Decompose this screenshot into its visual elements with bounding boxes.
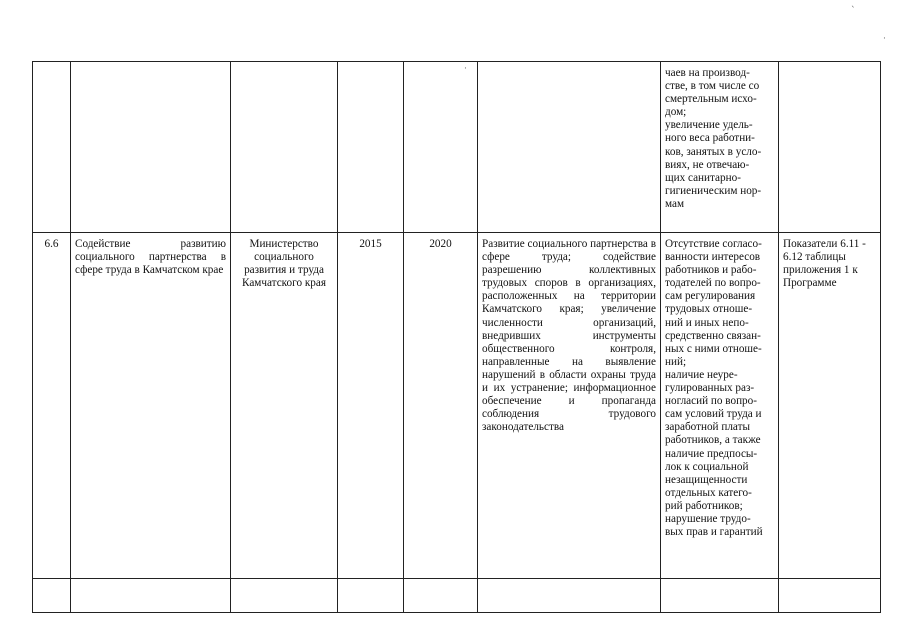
scan-mark: · [883,34,886,44]
text-line: гулированных раз- [665,382,755,395]
text-line: вых прав и гарантий [665,526,763,539]
cell-executor: Министерство социального развития и труда Камчатского края [231,233,338,579]
cell-measure [71,62,231,233]
scan-mark: · [464,64,467,74]
text-line: лок к социальной [665,460,749,473]
cell-measure: Содействие развитию социального партнерства в сфере труда в Камчатском крае [71,233,231,579]
text-line: сам регулирования [665,290,756,303]
text-line: виях, не отвечаю- [665,158,750,171]
text-line: чаев на производ- [665,67,750,79]
cell-indicators [779,62,881,233]
consequences-text [665,67,774,211]
text-line: дом; [665,106,687,119]
text-line: наличие неуре- [665,368,738,381]
scan-mark: ˋ [851,6,856,16]
text-line: работников, а также [665,434,761,447]
text-line: отдельных катего- [665,486,752,499]
text-line: средственно связан- [665,329,761,342]
text-line: ний; [665,355,687,368]
table-row-trailing [33,579,881,613]
cell-end-year: 2020 [404,233,478,579]
cell-number: 6.6 [33,233,71,579]
text-line: незащищенности [665,473,748,486]
text-line: ных с ними отноше- [665,342,762,355]
text-line: ванности интересов [665,251,761,264]
cell-results: Развитие социального партнерства в сфере труда; содействие разрешению коллективных трудовых споров в организациях, расположенных на территории Камчатского края; увеличение численности организаций, внедривших инструменты общественного контроля, направленные на выявление нарушений в области охраны труда и их устранение; информационное обеспечение и пропаганда соблюдения трудового законодательства [478,233,661,579]
cell-number [33,62,71,233]
text-line: заработной платы [665,421,750,434]
text-line: ного веса работни- [665,132,755,145]
text-line: стве, в том числе со [665,80,760,93]
text-line: сам условий труда и [665,408,762,421]
text-line: рий работников; [665,499,743,512]
consequences-text [665,238,774,539]
cell-consequences [661,62,779,233]
text-line: ний и иных непо- [665,316,749,329]
table-row-continuation [33,62,881,233]
text-line: щих санитарно- [665,171,741,184]
text-line: мам [665,197,685,210]
cell-results [478,62,661,233]
text-line: Отсутствие согласо- [665,238,762,250]
text-line: ков, занятых в усло- [665,145,762,158]
text-line: гигиеническим нор- [665,184,762,197]
text-line: трудовых отноше- [665,303,753,316]
cell-consequences [661,233,779,579]
text-line: нарушение трудо- [665,512,751,525]
measures-table [32,61,881,613]
text-line: тодателей по вопро- [665,277,761,290]
cell-executor [231,62,338,233]
cell-end-year [404,62,478,233]
cell-start-year [338,62,404,233]
cell-start-year: 2015 [338,233,404,579]
text-line: работников и рабо- [665,264,757,277]
cell-indicators: Показатели 6.11 - 6.12 таблицы приложения 1 к Программе [779,233,881,579]
text-line: смертельным исхо- [665,93,757,106]
table-row [33,233,881,579]
text-line: ногласий по вопро- [665,395,757,408]
text-line: увеличение удель- [665,119,753,132]
text-line: наличие предпосы- [665,447,758,460]
